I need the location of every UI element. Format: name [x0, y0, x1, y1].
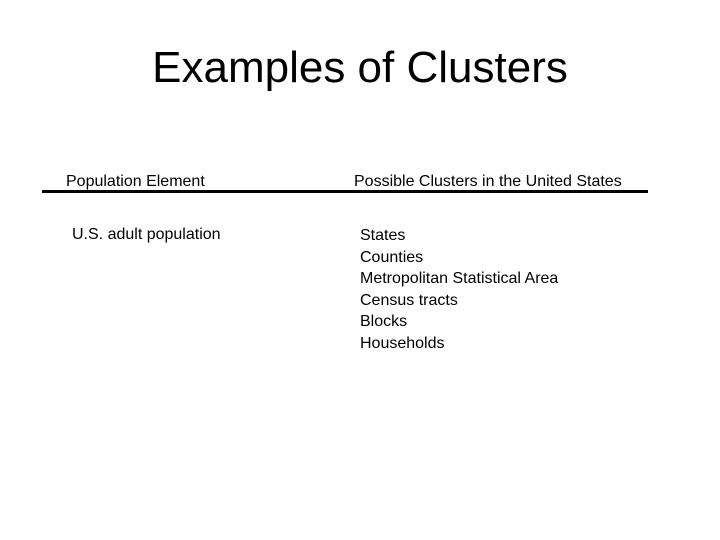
- header-divider: [42, 190, 648, 193]
- cluster-item: Census tracts: [360, 291, 458, 309]
- cluster-item: Blocks: [360, 313, 408, 331]
- column-header-possible-clusters: Possible Clusters in the United States: [354, 173, 622, 190]
- cluster-item: States: [360, 227, 406, 244]
- cluster-item: Counties: [360, 248, 424, 266]
- column-header-population-element: Population Element: [66, 173, 205, 190]
- cluster-list: [360, 225, 558, 355]
- cluster-item: Households: [360, 334, 445, 352]
- slide-title: Examples of Clusters: [152, 43, 568, 92]
- cluster-item: Metropolitan Statistical Area: [360, 270, 559, 288]
- population-element-cell: U.S. adult population: [72, 226, 221, 243]
